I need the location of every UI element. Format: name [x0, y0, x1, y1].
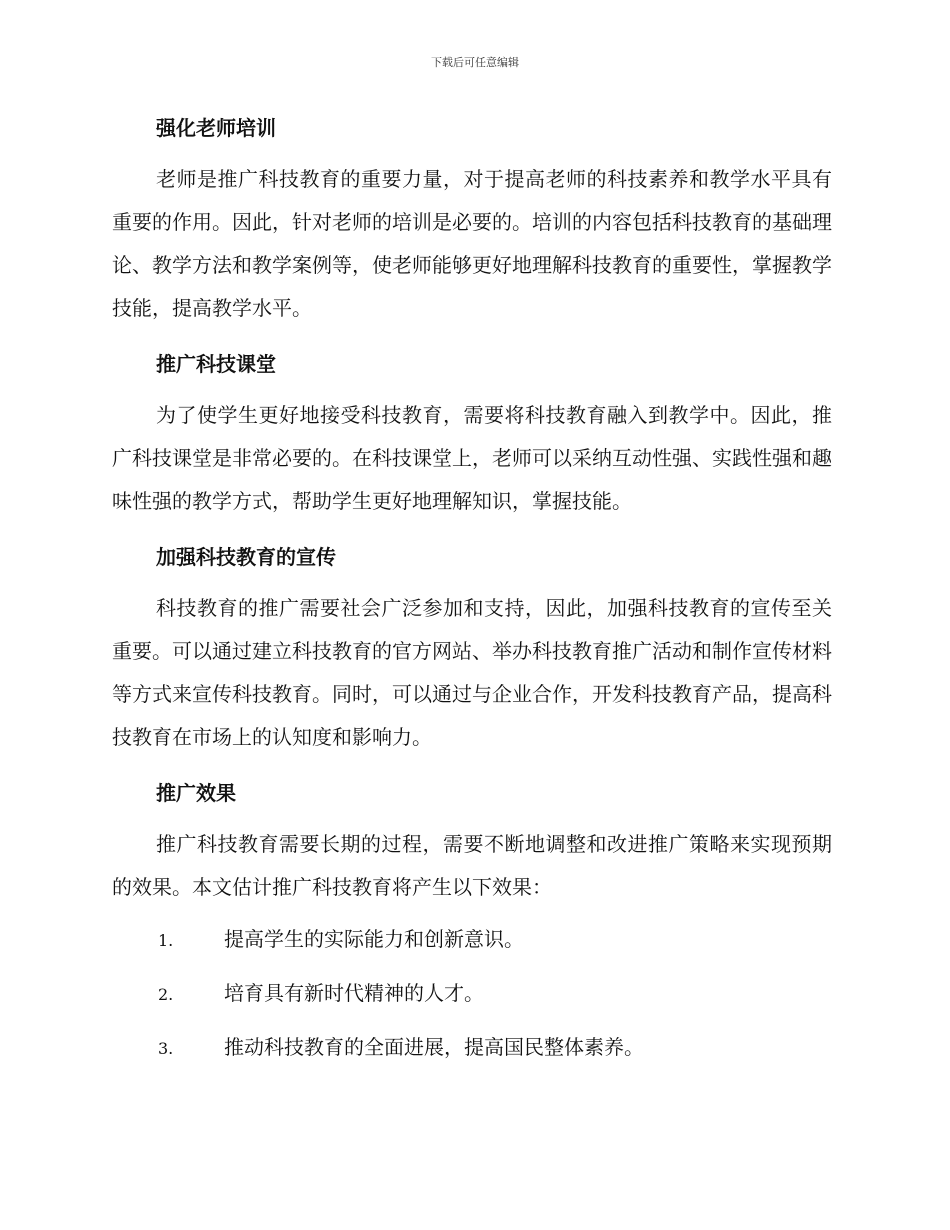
section-paragraph: 为了使学生更好地接受科技教育，需要将科技教育融入到教学中。因此，推广科技课堂是非常必要的。在科技课堂上，老师可以采纳互动性强、实践性强和趣味性强的教学方式，帮助学生更好地理解知识，掌握技能。: [112, 403, 832, 513]
list-text: 推动科技教育的全面进展，提高国民整体素养。: [224, 1035, 644, 1059]
section-heading: 推广科技课堂: [156, 352, 276, 376]
effects-list: [112, 923, 832, 1085]
section-heading: 加强科技教育的宣传: [156, 545, 336, 569]
list-number: 3.: [158, 1039, 174, 1058]
list-number: 1.: [158, 931, 174, 950]
section-heading: 强化老师培训: [156, 116, 276, 140]
list-item: [112, 1031, 832, 1085]
section-paragraph: 老师是推广科技教育的重要力量，对于提高老师的科技素养和教学水平具有重要的作用。因此，针对老师的培训是必要的。培训的内容包括科技教育的基础理论、教学方法和教学案例等，使老师能够更好地理解科技教育的重要性，掌握教学技能，提高教学水平。: [112, 167, 832, 320]
list-text: 培育具有新时代精神的人才。: [224, 981, 484, 1005]
list-number: 2.: [158, 985, 174, 1004]
list-item: [112, 977, 832, 1031]
section-heading: 推广效果: [156, 781, 236, 805]
header-note: 下载后可任意编辑: [431, 56, 519, 69]
list-text: 提高学生的实际能力和创新意识。: [224, 927, 524, 951]
section-paragraph: 科技教育的推广需要社会广泛参加和支持，因此，加强科技教育的宣传至关重要。可以通过建立科技教育的官方网站、举办科技教育推广活动和制作宣传材料等方式来宣传科技教育。同时，可以通过与企业合作，开发科技教育产品，提高科技教育在市场上的认知度和影响力。: [112, 596, 832, 749]
list-item: [112, 923, 832, 977]
document-body: [112, 104, 832, 1085]
section-paragraph: 推广科技教育需要长期的过程，需要不断地调整和改进推广策略来实现预期的效果。本文估计推广科技教育将产生以下效果：: [112, 832, 832, 899]
